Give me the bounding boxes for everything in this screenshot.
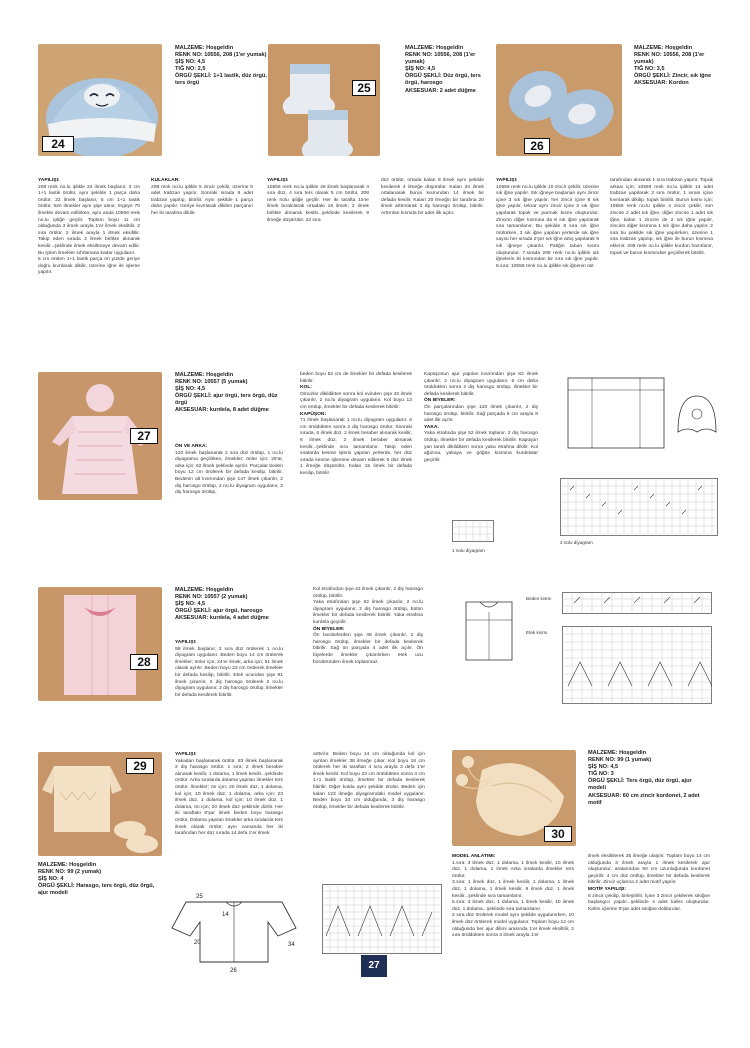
page-number: 27 [361, 955, 387, 977]
materials-28 [175, 587, 283, 622]
heading-on-biyeler: ÖN BİYELER: [424, 398, 456, 404]
hook-line: TIĞ NO: 3 [588, 771, 614, 778]
dim-label: 14 [222, 912, 229, 918]
knitting-chart-1 [452, 520, 494, 542]
accessory-line: AKSESUAR: kurdela, 8 adet düğme [175, 407, 269, 414]
instructions-24-col1 [38, 178, 140, 277]
heading-kulaklar: KULAKLAR: [151, 178, 180, 183]
color-line: RENK NO: 10556, 208 (1'er yumak) [634, 52, 705, 66]
instructions-28-col2 [313, 587, 423, 666]
instructions-25-col2 [381, 178, 484, 218]
materials-25 [405, 45, 495, 95]
stitch-line: ÖRGÜ ŞEKLİ: 1+1 lastik, düz örgü, ters örgü [175, 73, 267, 87]
photo-26-crochet-slippers [496, 44, 622, 156]
color-line: RENK NO: 99 (1 yumak) [588, 757, 652, 764]
vest-illustration [38, 587, 162, 701]
hook-line: TIĞ NO: 3,5 [634, 66, 665, 73]
heading-yaka: YAKA: [424, 424, 440, 430]
paragraph: Yakadan başlanarak örülür. 83 ilmek başlanarak 2 diş harasgo örülür. 1 sıra; 2 ilmek beraber alınarak kesilir, 1 dolama, 1 ilmek kesilir...şeklinde örülür. Arka sıralarda dolama yapılan ilmekler ters örülür. İlmekler; ön için; 20 ilmek düz, 1 dolama, kol için; 10 ilmek düz, 1 dolama, arka için; 23 ilmek düz, 1 dolama, kol için; 10 ilmek düz, 1 dolama, ön için; 20 ilmek düz şeklinde dizilir. Her iki taraftaki 6'şar ilmek beden boyu harasgo örülür. Dolama yapılan ilmekler arka sıralarda ters ilmek olarak örülür, aynı zamanda her iki tarafından her düz sırada 14 defa 1'er ilmek [175, 758, 283, 837]
model-number-25: 25 [352, 80, 376, 96]
instructions-25-col1 [267, 178, 369, 224]
material-line: MALZEME: Hoşgeldin [175, 372, 234, 378]
instructions-27-col2 [300, 372, 412, 478]
instructions-29-col1 [175, 752, 283, 838]
paragraph: Omuzlar dikildikten sonra kol evinden şişe 43 ilmek çıkarılır, 2 no.lu diyagram uygulanır. Kol boyu 13 cm örülüp, ilmekler bir defada kesilerek bitirilir. [300, 391, 412, 410]
model-number-29: 29 [126, 758, 154, 774]
paragraph: Yaka etrafında şişe 52 ilmek toplanır. 2 diş harosgo örülüp, ilmekler bir defada kesilerek bitirilir. Kapüşon yan tarafı dikildikten sonra yaka etrafına dikilir. Kol ağızına, yakaya ve göğüs kısmına kurdelalar geçirilir. [424, 431, 538, 463]
instructions-29-col2 [313, 752, 425, 811]
paragraph: tarafından alınarak 1 sıra trabzan yapılır. Topuk arkası için; 10556 renk no.lu iplikle 14 adet trabzan yapılarak 2 sıra örülür, 1 sırası içine kıvrılarak dikilip, topuk bitirilir. Burun kısmı için; 10556 renk no.lu iplikle 4 zincir çekilir, son zincire 2 adet sık iğne, diğer zincire 1 adet sık iğne, kalan 1 zincire de 2 sık iğne yapılır, zincirin diğer kısmına 1 sık iğne daha yapılır. 2 sıra bu şekilde sık iğne yapılırken, üzerine 1 sıra trabzan yapılıp, sık iğne ile burun kısmına eklenir. 208 renk no.lu iplikle kordon hazırlanır, topuk ve burun kısmından geçirilerek bitirilir. [610, 178, 713, 256]
paragraph: 5.sıra: 3 ilmek düz, 1 dolama, 1 ilmek kesilir, 10 ilmek düz, 1 dolama...şeklinde sıra tamamlanır. [452, 900, 574, 912]
instructions-28-col1 [175, 640, 283, 699]
dim-label: 26 [230, 968, 237, 974]
paragraph: 208 renk no.lu iplikle 24 ilmek başlanır, 3 cm 1+1 lastik örülür, aynı şekilde 1 parça daha örülür. 22 ilmek başlanır, 5 cm 1+1 lastik örülür, tüm ilmekler aynı şişe alınır, örgüye 70 ilmekle devam edilirken, aynı anda 10556 renk no.lu ipliğe geçilir. Toplam boyu 11 cm olduğunda 3 ilmek arayla 1'er ilmek eksiltilir. 2 sıra örülür, 2 ilmek arayla 1 ilmek eksiltilir. Takip eden sırada 2 ilmek birlikte alınarak kesilir...şeklinde ilmek eksiltmeye devam edilir. Bu işlem ilmekler sıfırlanana kadar uygulanır. [38, 184, 140, 256]
paragraph: Yaka etrafından şişe 62 ilmek çıkarılır, 2 no.lu diyagram uygulanır, 2 diş harosgo örülüp, bütün ilmekler bir defada kesilerek bitirilir. Yaka etrafına kurdela geçirilir. [313, 600, 423, 625]
stitch-line: ÖRGÜ ŞEKLİ: Zincir, sık iğne [634, 73, 712, 80]
stitch-line: ÖRGÜ ŞEKLİ: Ters örgü, düz örgü, ajur modeli [588, 778, 692, 792]
accessory-line: AKSESUAR: 2 adet düğme [405, 87, 476, 94]
color-line: RENK NO: 10556, 208 (1'er yumak) [175, 52, 267, 59]
instructions-30-col1 [452, 854, 574, 940]
heading-yapilisi: YAPILIŞI: [267, 178, 289, 183]
paragraph: 71 ilmek başlanarak 1 no.lu diyagram uygulanır. 6 cm örüldükten sonra 2 diş harosgo örülür. Sonraki sırada, 6 ilmek düz, 2 ilmek beraber alınarak kesilir, 6 ilmek düz, 2 ilmek beraber alınarak kesilir...şeklinde sıra tamamlanır. Takip eden sıralarda kesme işlemi yapılan yerlerde, her düz sırada kesme işlemine devam edilerek 6 düz ilmek 1 ilmeğe düşürülür. Kalan 15 ilmek bir defada kesilip, bitirilir. [300, 418, 412, 476]
paragraph: 5 cm örülen 1+1 lastik parça ön yüzde geriye doğru kıvrılarak dikilir, üzerine iğne ile işleme yapılır. [38, 257, 140, 276]
color-line: RENK NO: 10556, 208 (1'er yumak) [405, 52, 476, 66]
model-number-24: 24 [42, 136, 74, 152]
paragraph: 99 ilmek başlanır, 2 sıra düz örülerek 1 no.lu diyagram uygulanır. Beden boyu 14 cm örülerek ilmekler; önler için; 24'er ilmek, arka için; 51 ilmek olarak ayrılır. Beden boyu 23 cm örülerek ilmekler bir defada kesilip, bitirilir. Etek ucundan şişe 91 ilmek çıkarılır, 2 diş harosgo örülerek 2 no.lu diyagram uygulanır, 2 diş harosgo örülüp, ilmekler bir defada kesilerek bitirilir. [175, 646, 283, 698]
material-line: MALZEME: Hoşgeldin [405, 45, 464, 51]
hook-line: TIĞ NO: 2,5 [175, 66, 206, 73]
caption-diagram-1: 1 nolu diyagram [452, 548, 485, 553]
heading-on-ve-arka: ÖN VE ARKA: [175, 444, 208, 449]
color-line: RENK NO: 10557 (5 yumak) [175, 379, 248, 386]
label-etek-kismi: Etek kısmı [526, 630, 548, 635]
caption-diagram-2: 2 nolu diyagram [560, 540, 593, 545]
paragraph: 208 renk no.lu iplikle 5 zincir çekilir, üzerine 5 adet trabzan yapılır. Sonraki sırada 8 adet trabzan yapılıp, bitirilir. Aynı şekilde 1 parça daha yapılır. Geriye kıvrılarak dikilen parçanın her iki tarafına dikilir. [151, 184, 253, 216]
model-number-26: 26 [524, 138, 550, 154]
needle-line: ŞİŞ NO: 4,5 [175, 59, 206, 66]
instructions-26-col1 [496, 178, 599, 270]
knitting-chart-29 [322, 884, 442, 954]
label-beden-kismi: Beden kısmı [526, 596, 552, 601]
paragraph: beden boyu 52 cm de ilmekler bir defada kesilerek bitirilir. [300, 372, 412, 384]
paragraph: düz örülür, ortada kalan 8 ilmek aynı şekilde kesilerek 4 ilmeğe düşürülür. Kalan 34 ilmek ortalanarak burun kısmından 14 ilmek bir defada kesilir. Kalan 20 ilmeğin bir tarafına 20 ilmek arttırılarak 3 dş harosgo örülüp, bitirilir. Arttırılan kısmda bir adet ilik açılır. [381, 178, 484, 216]
instructions-24-col2 [151, 178, 253, 218]
paragraph: 2 sıra düz örülerek model aynı şekilde uygulanırken, 10 ilmek düz örülerek model uygulanır. Toplam boyu 12 cm olduğunda her ajur dilimi arasında 1'er ilmek eksiltilir, 2 sıra örüldükten sonra 3 ilmek arayla 1'er [452, 913, 574, 939]
stitch-line: ÖRGÜ ŞEKLİ: Düz örgü, ters örgü, harosgo [405, 73, 481, 87]
heading-yapilisi: YAPILIŞI: [175, 752, 197, 757]
paragraph: 120 ilmek başlanarak 2 sıra düz örülüp, 1 no.lu diyagrama geçilirken, ilmekler; önler için; 29'ar, arka için; 62 ilmek şeklinde ayrılır. Parçalar beden boyu 12 cm örülerek bir defada kesilip, bitirilir. Bedenin alt kısmından şişe 147 ilmek çıkarılır, 2 diş harosgo örülüp, 2 no.lu diyagram uygulanır, 2 diş harosgo örülüp, [175, 450, 283, 496]
materials-27 [175, 372, 283, 415]
heading-yapilisi: YAPILIŞI: [175, 640, 197, 645]
paragraph: arttırılır. Beden boyu 14 cm olduğunda kol için ayrılan ilmekler 38 ilmeğe çıkar. Kol boyu 16 cm örülerek her iki taraftan 4 sıra arayla 3 defa 1'er ilmek kesilir. Kol boyu 23 cm örüldükten sonra 3 cm 1+1 lastik örülüp, ilmekler bir defada kesilerek bitirilir. Diğer kolda aynı şekilde örülür. Beden için kalan 123 ilmeğe diyagramdaki model uygulanır. Beden boyu 34 cm olduğunda, 3 diş harasgo örülüp, ilmekler bir defada kesilerek bitirilir. [313, 752, 425, 810]
material-line: MALZEME: Hoşgeldin [175, 45, 234, 51]
knitting-chart-etek [562, 626, 712, 704]
paragraph: Kapüşonun ajur yapılan kısmından şişe 83 ilmek çıkarılır, 2 no.lu diyagram uygulanır. 6 cm daha örüldükten sonra 2 diş harosgo örülüp, ilmekler bir defada kesilerek bitirilir. [424, 372, 538, 397]
stitch-line: ÖRGÜ ŞEKLİ: ajur örgü, ters örgü, düz örgü [175, 393, 278, 407]
paragraph: Ön bordürlerden şişe 48 ilmek çıkarılır, 2 diş harosgo örülüp, ilmekler bir defada kesilerek bitirilir. Sağ ön parçada 4 adet ilik açılır. Ön biyelerde ilmekler çıkarılırken etek ucu bordüründen ilmek toplanmaz. [313, 633, 423, 665]
material-line: MALZEME: Hoşgeldin [634, 45, 693, 51]
knitting-chart-2 [560, 478, 718, 536]
heading-kol: KOL: [300, 385, 312, 391]
accessory-line: AKSESUAR: 60 cm zincir kordonet, 2 adet motif [588, 792, 700, 806]
paragraph: 6 zincir çekilip, birleştirilir. İçine 3 zincir çekilerek sıkiğne başlangıcı yapılır...şeklinde 4 adet kafes oluşturulur. Kafes içlerine 6'şar adet sıkiğne doldurulur. [588, 893, 710, 912]
paragraph: Kol etrafından şişe 42 ilmek çıkarılır, 2 diş harosgo örülüp, bitirilir. [313, 587, 423, 599]
materials-26 [634, 45, 718, 88]
material-line: MALZEME: Hoşgeldin [588, 750, 647, 756]
model-number-30: 30 [544, 826, 572, 842]
model-number-28: 28 [130, 654, 158, 670]
slippers-illustration [496, 44, 622, 156]
photo-28-pink-vest [38, 587, 162, 701]
heading-yapilisi: YAPILIŞI: [496, 178, 518, 183]
needle-line: ŞİŞ NO: 4,5 [175, 386, 206, 393]
dim-label: 25 [196, 894, 203, 900]
heading-on-biyeler: ÖN BİYELER: [313, 626, 345, 632]
knitting-chart-beden [562, 592, 712, 614]
heading-yapilisi: YAPILIŞI: [38, 178, 60, 183]
paragraph: 10556 renk no.lu iplikle 10 zincir çekilir, üzerine sık iğne yapılır. Sık iğneye başlanan aynı zincir içine 3 sık iğne yapılır, her zincir içine 8 sık iğne yapılır, tekrar aynı zincir içine 3 sık iğne yapılarak topuk ve parmak kısmı oluşturulur. Zincirin diğer kısmına da 8 sık iğne yapılarak sıra tamamlanır. Bu şekilde 8 sıra sık iğne örülürken, 3 sık iğne yapılan yerlerde sık iğne sayısı her sırada 2'şer sık iğne artış yapılarak 9 sık iğneye çıkarılır. Patiğin taban kısmı oluşturulur. 7.sırada 208 renk no.lu iplikle sık iğnelerin iki kısmından bir sıra sık iğne yapılır. 8.sıra: 10556 renk no.lu iplikle sık iğnenin üst [496, 184, 599, 269]
paragraph: 3.sıra: 1 ilmek düz, 1 ilmek kesilir, 1 dolama, 1 ilmek düz, 1 dolama, 1 ilmek kesilir, 9 ilmek düz, 1 ilmek kesilir...şeklinde sıra tamamlanır. [452, 880, 574, 899]
instructions-26-col2 [610, 178, 713, 257]
materials-30 [588, 750, 708, 807]
schema-28-vest-outline [458, 596, 520, 666]
accessory-line: AKSESUAR: Kordon [634, 80, 689, 87]
instructions-30-col2 [588, 854, 710, 913]
materials-24 [175, 45, 267, 88]
stitch-line: ÖRGÜ ŞEKLİ: Harasgo, ters örgü, düz örgü, ajur modeli [38, 883, 155, 897]
stitch-line: ÖRGÜ ŞEKLİ: ajur örgü, harosgo [175, 608, 263, 615]
instructions-27-col1 [175, 444, 283, 497]
dim-label: 34 [288, 942, 295, 948]
needle-line: ŞİŞ NO: 4 [38, 876, 64, 883]
heading-motif-yapilisi: MOTİF YAPILIŞI: [588, 886, 627, 892]
accessory-line: AKSESUAR: kurdela, 4 adet düğme [175, 615, 269, 622]
material-line: MALZEME: Hoşgeldin [38, 862, 97, 868]
needle-line: ŞİŞ NO: 4,5 [405, 66, 436, 73]
heading-model-anlatimi: MODEL ANLATIMI: [452, 854, 496, 859]
instructions-27-col3 [424, 372, 538, 464]
schema-29-cardigan-dimensions [170, 888, 308, 974]
schema-27-hood [674, 392, 720, 438]
photo-25-booties [268, 44, 380, 156]
materials-29 [38, 862, 162, 897]
material-line: MALZEME: Hoşgeldin [175, 587, 234, 593]
paragraph: 1.sıra: 3 ilmek düz, 1 dolama, 1 ilmek kesilir, 10 ilmek düz, 1 dolama, 1 ilmek Arka sıralarda ilmekler ters örülür. [452, 860, 574, 879]
paragraph: 10556 renk no.lu iplikle 46 ilmek başlanarak 4 sıra düz, 4 sıra ters olarak 5 cm örülür, 208 renk nolu ipliğe geçilir. Her iki tarafta 15'er ilmek bırakılarak ortadaki 16 ilmek; 2 ilmek birlikte alınarak kesilir...şeklinde kesilerek 9 ilmeğe düşürülür. 22 sıra [267, 184, 369, 223]
color-line: RENK NO: 10557 (2 yumak) [175, 594, 248, 601]
schema-27-garment-outline [560, 370, 670, 456]
paragraph: ilmek eksiltilerek 35 ilmeğe ulaşılır. Toplam boyu 14 cm olduğunda 3 ilmek arayla 1 ilmek kesilerek ajur oluşturulur, aralarından 60 cm uzunluğunda kordonet geçirilir. 4 cm düz örülüp, ilmekler bir defada kesilerek bitirilir. Zincir uçlarına 2 adet motif yapılır. [588, 854, 710, 886]
paragraph: Ön parçalarından şişe 120 ilmek çıkarılır, 2 diş harosgo örülüp, bitirilir. Sağ parçada 6 cm arayla 8 adet ilik açılır. [424, 404, 538, 424]
heading-kapuson: KAPÜŞON: [300, 411, 327, 417]
dim-label: 20 [194, 940, 201, 946]
model-number-27: 27 [130, 428, 158, 444]
needle-line: ŞİŞ NO: 4,5 [588, 764, 619, 771]
color-line: RENK NO: 99 (2 yumak) [38, 869, 102, 876]
needle-line: ŞİŞ NO: 4,5 [175, 601, 206, 608]
booties-illustration [268, 44, 380, 156]
